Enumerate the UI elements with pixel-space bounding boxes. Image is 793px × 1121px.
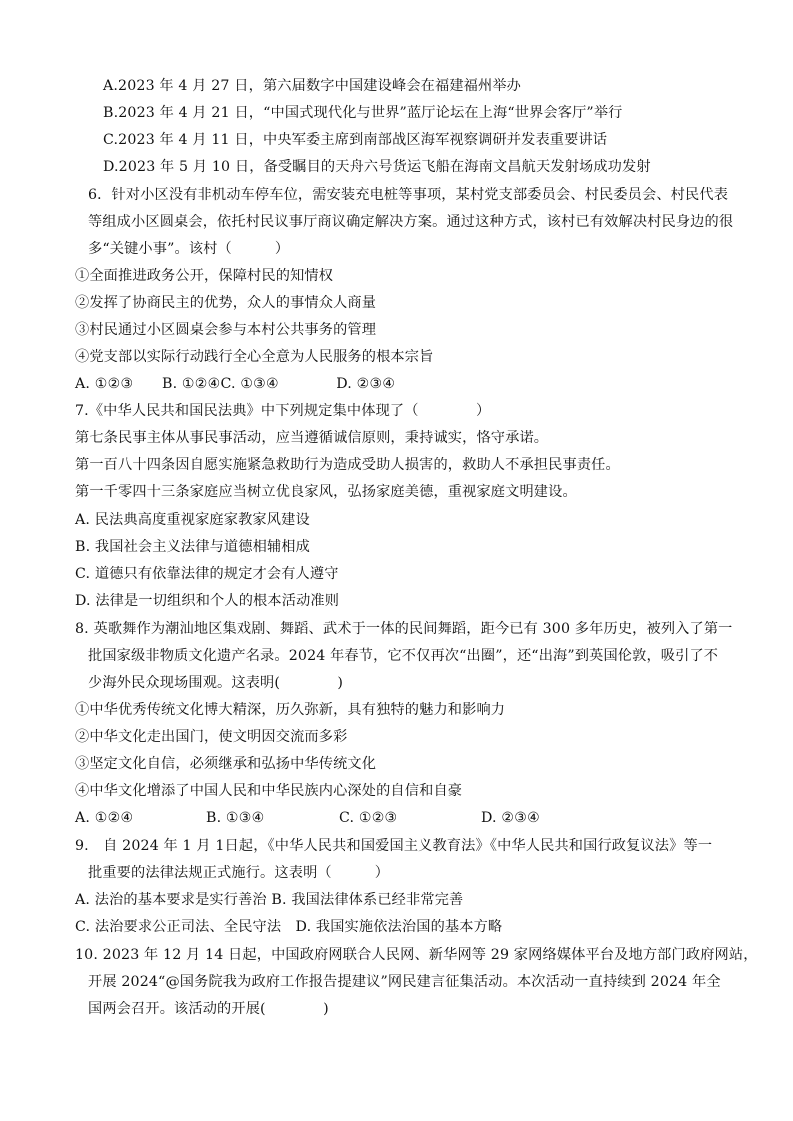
q6-options: A. ①②③ B. ①②④C. ①③④ D. ②③④ <box>75 376 396 392</box>
q7-option-d: D. 法律是一切组织和个人的根本活动准则 <box>75 593 340 609</box>
q6-stem-line-1: 6．针对小区没有非机动车停车位，需安装充电桩等事项，某村党支部委员会、村民委员会、村民代表 <box>88 187 729 203</box>
q6-statement-2: ②发挥了协商民主的优势，众人的事情众人商量 <box>75 295 377 311</box>
q8-stem-line-2: 批国家级非物质文化遗产名录。2024 年春节，它不仅再次“出圈”，还“出海”到英国伦敦，吸引了不 <box>88 648 719 664</box>
q7-option-c: C. 道德只有依靠法律的规定才会有人遵守 <box>75 566 339 582</box>
q8-statement-3: ③坚定文化自信，必须继承和弘扬中华传统文化 <box>75 756 377 772</box>
q8-statement-4: ④中华文化增添了中国人民和中华民族内心深处的自信和自豪 <box>75 783 463 799</box>
q10-stem-line-1: 10. 2023 年 12 月 14 日起，中国政府网联合人民网、新华网等 29 家网络媒体平台及地方部门政府网站， <box>75 947 758 963</box>
q9-stem-line-2: 批重要的法律法规正式施行。这表明（ ） <box>88 865 390 881</box>
q6-statement-4: ④党支部以实际行动践行全心全意为人民服务的根本宗旨 <box>75 349 434 365</box>
q7-provision-1: 第七条民事主体从事民事活动，应当遵循诚信原则，秉持诚实，恪守承诺。 <box>75 430 549 446</box>
q8-statement-2: ②中华文化走出国门，使文明因交流而多彩 <box>75 729 348 745</box>
q5-option-c: C.2023 年 4 月 11 日，中央军委主席到南部战区海军视察调研并发表重要讲话 <box>103 132 608 148</box>
q6-stem-line-3: 多“关键小事”。该村（ ） <box>88 241 290 257</box>
q6-statement-1: ①全面推进政务公开，保障村民的知情权 <box>75 268 334 284</box>
q8-option-a: A. ①②④ <box>75 810 134 826</box>
q9-options-line-2: C. 法治要求公正司法、全民守法 D. 我国实施依法治国的基本方略 <box>75 919 503 935</box>
q8-option-c: C. ①②③ <box>339 810 398 826</box>
q6-statement-3: ③村民通过小区圆桌会参与本村公共事务的管理 <box>75 322 377 338</box>
q9-stem-line-1: 9. 自 2024 年 1 月 1日起，《中华人民共和国爱国主义教育法》《中华人民共和国行政复议法》等一 <box>75 838 713 854</box>
q10-stem-line-3: 国两会召开。该活动的开展( ) <box>88 1001 329 1017</box>
q8-option-d: D. ②③④ <box>481 810 540 826</box>
q7-option-a: A. 民法典高度重视家庭家教家风建设 <box>75 512 310 528</box>
q10-stem-line-2: 开展 2024“@国务院我为政府工作报告提建议”网民建言征集活动。本次活动一直持续到 2024 年全 <box>88 974 721 990</box>
q6-stem-line-2: 等组成小区圆桌会，依托村民议事厅商议确定解决方案。通过这种方式，该村已有效解决村民身边的很 <box>88 214 734 230</box>
q8-statement-1: ①中华优秀传统文化博大精深，历久弥新，具有独特的魅力和影响力 <box>75 702 506 718</box>
q9-options-line-1: A. 法治的基本要求是实行善治 B. 我国法律体系已经非常完善 <box>75 892 464 908</box>
q5-option-b: B.2023 年 4 月 21 日，“中国式现代化与世界”蓝厅论坛在上海“世界会客厅”举行 <box>103 105 623 121</box>
q7-provision-2: 第一百八十四条因自愿实施紧急救助行为造成受助人损害的，救助人不承担民事责任。 <box>75 457 620 473</box>
q7-stem: 7.《中华人民共和国民法典》中下列规定集中体现了（ ） <box>75 403 491 419</box>
q8-stem-line-3: 少海外民众现场围观。这表明( ) <box>88 675 344 691</box>
q8-option-b: B. ①③④ <box>206 810 265 826</box>
q5-option-d: D.2023 年 5 月 10 日，备受瞩目的天舟六号货运飞船在海南文昌航天发射场成功发射 <box>103 159 651 175</box>
q8-stem-line-1: 8. 英歌舞作为潮汕地区集戏剧、舞蹈、武术于一体的民间舞蹈，距今已有 300 多年历史，被列入了第一 <box>75 621 733 637</box>
q5-option-a: A.2023 年 4 月 27 日，第六届数字中国建设峰会在福建福州举办 <box>103 78 522 94</box>
q7-provision-3: 第一千零四十三条家庭应当树立优良家风，弘扬家庭美德，重视家庭文明建设。 <box>75 484 577 500</box>
q7-option-b: B. 我国社会主义法律与道德相辅相成 <box>75 539 310 555</box>
